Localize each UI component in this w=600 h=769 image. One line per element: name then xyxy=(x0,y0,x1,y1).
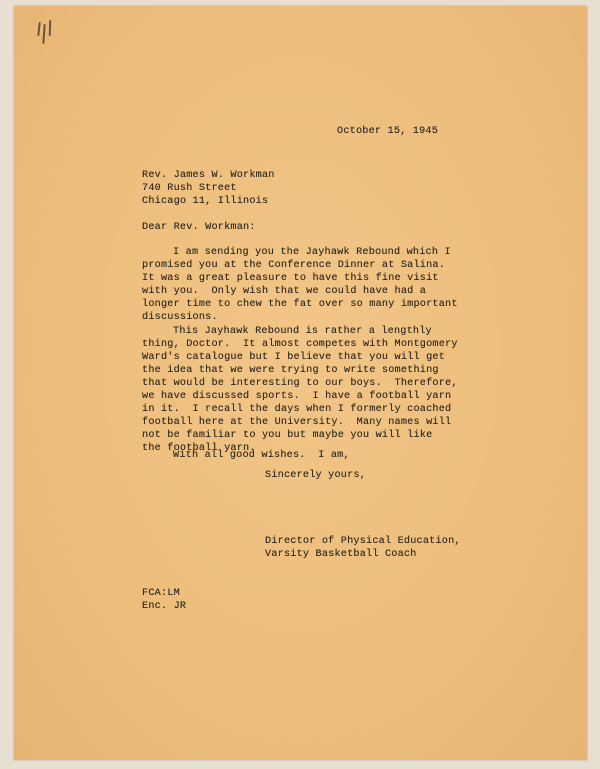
valediction: Sincerely yours, xyxy=(265,470,367,481)
paragraph-2-line: the football yarn. xyxy=(142,443,256,454)
signature-title-line: Director of Physical Education, xyxy=(265,536,461,547)
reference-initials: FCA:LM xyxy=(142,588,180,599)
letter-date: October 15, 1945 xyxy=(337,126,439,137)
recipient-city: Chicago 11, Illinois xyxy=(142,196,269,207)
margin-pencil-mark xyxy=(49,20,52,36)
paragraph-2-line: football here at the University. Many names will xyxy=(142,417,452,428)
paragraph-2-line: we have discussed sports. I have a football yarn xyxy=(142,391,452,402)
paragraph-1-line: longer time to chew the fat over so many important xyxy=(142,299,458,310)
margin-pencil-mark xyxy=(42,24,45,44)
paragraph-2-line: This Jayhawk Rebound is rather a lengthly xyxy=(173,326,432,337)
margin-pencil-mark xyxy=(37,22,40,36)
paragraph-2-line: Ward's catalogue but I believe that you will get xyxy=(142,352,446,363)
paragraph-2-line: in it. I recall the days when I formerly coached xyxy=(142,404,452,415)
closing-line: With all good wishes. I am, xyxy=(173,450,350,461)
recipient-name: Rev. James W. Workman xyxy=(142,170,275,181)
enclosure-note: Enc. JR xyxy=(142,601,187,612)
signature-title-line: Varsity Basketball Coach xyxy=(265,549,417,560)
paragraph-2-line: thing, Doctor. It almost competes with Montgomery xyxy=(142,339,458,350)
paragraph-2-line: the idea that we were trying to write something xyxy=(142,365,439,376)
recipient-street: 740 Rush Street xyxy=(142,183,237,194)
paragraph-1-line: It was a great pleasure to have this fine visit xyxy=(142,273,439,284)
paragraph-1-line: promised you at the Conference Dinner at Salina. xyxy=(142,260,446,271)
paragraph-1-line: discussions. xyxy=(142,312,218,323)
paragraph-2-line: that would be interesting to our boys. Therefore, xyxy=(142,378,458,389)
paragraph-1-line: I am sending you the Jayhawk Rebound which I xyxy=(173,247,451,258)
salutation: Dear Rev. Workman: xyxy=(142,222,256,233)
paragraph-1-line: with you. Only wish that we could have had a xyxy=(142,286,427,297)
paragraph-2-line: not be familiar to you but maybe you will like xyxy=(142,430,433,441)
